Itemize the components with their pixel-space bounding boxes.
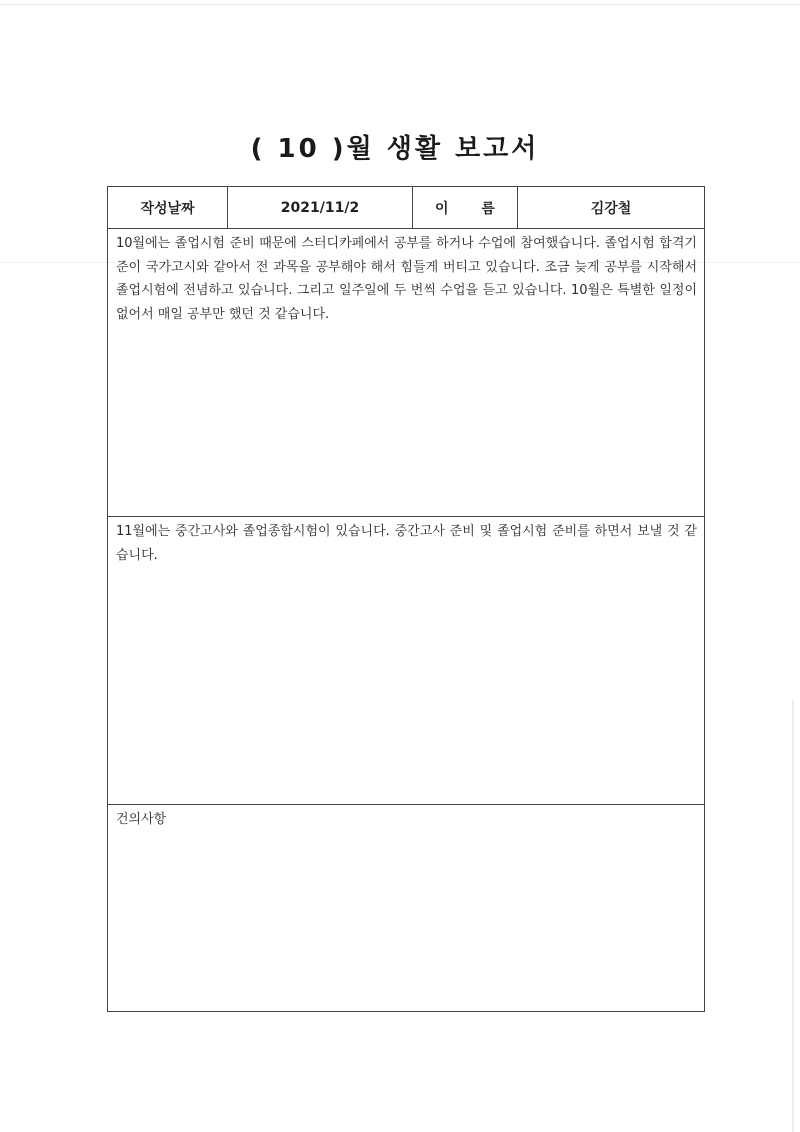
name-value: 김강철 [590,200,632,217]
suggestions-label: 건의사항 [116,812,167,827]
this-month-section [108,229,704,517]
scan-artifact-line [0,4,800,5]
report-form [107,186,705,1012]
scan-artifact-edge [792,700,794,1132]
header-row [108,187,704,229]
name-label: 이 름 [413,187,518,228]
date-label: 작성날짜 [108,187,228,228]
next-month-text: 11월에는 중간고사와 졸업종합시험이 있습니다. 중간고사 준비 및 졸업시험 준비를 하면서 보낼 것 같습니다. [116,524,697,563]
next-month-section [108,517,704,805]
this-month-text: 10월에는 졸업시험 준비 때문에 스터디카페에서 공부를 하거나 수업에 참여했습니다. 졸업시험 합격기준이 국가고시와 같아서 전 과목을 공부해야 해서 힘들게 버티고 있습니다. 조금 늦게 공부를 시작해서 졸업시험에 전념하고 있습니다. 그리고 일주일에 두 번씩 수업을 듣고 있습니다. 10월은 특별한 일정이 없어서 매일 공부만 했던 것 같습니다. [116,236,697,322]
report-title: ( 10 )월 생활 보고서 [250,134,540,164]
suggestions-section [108,805,704,1011]
date-value: 2021/11/2 [228,187,413,228]
